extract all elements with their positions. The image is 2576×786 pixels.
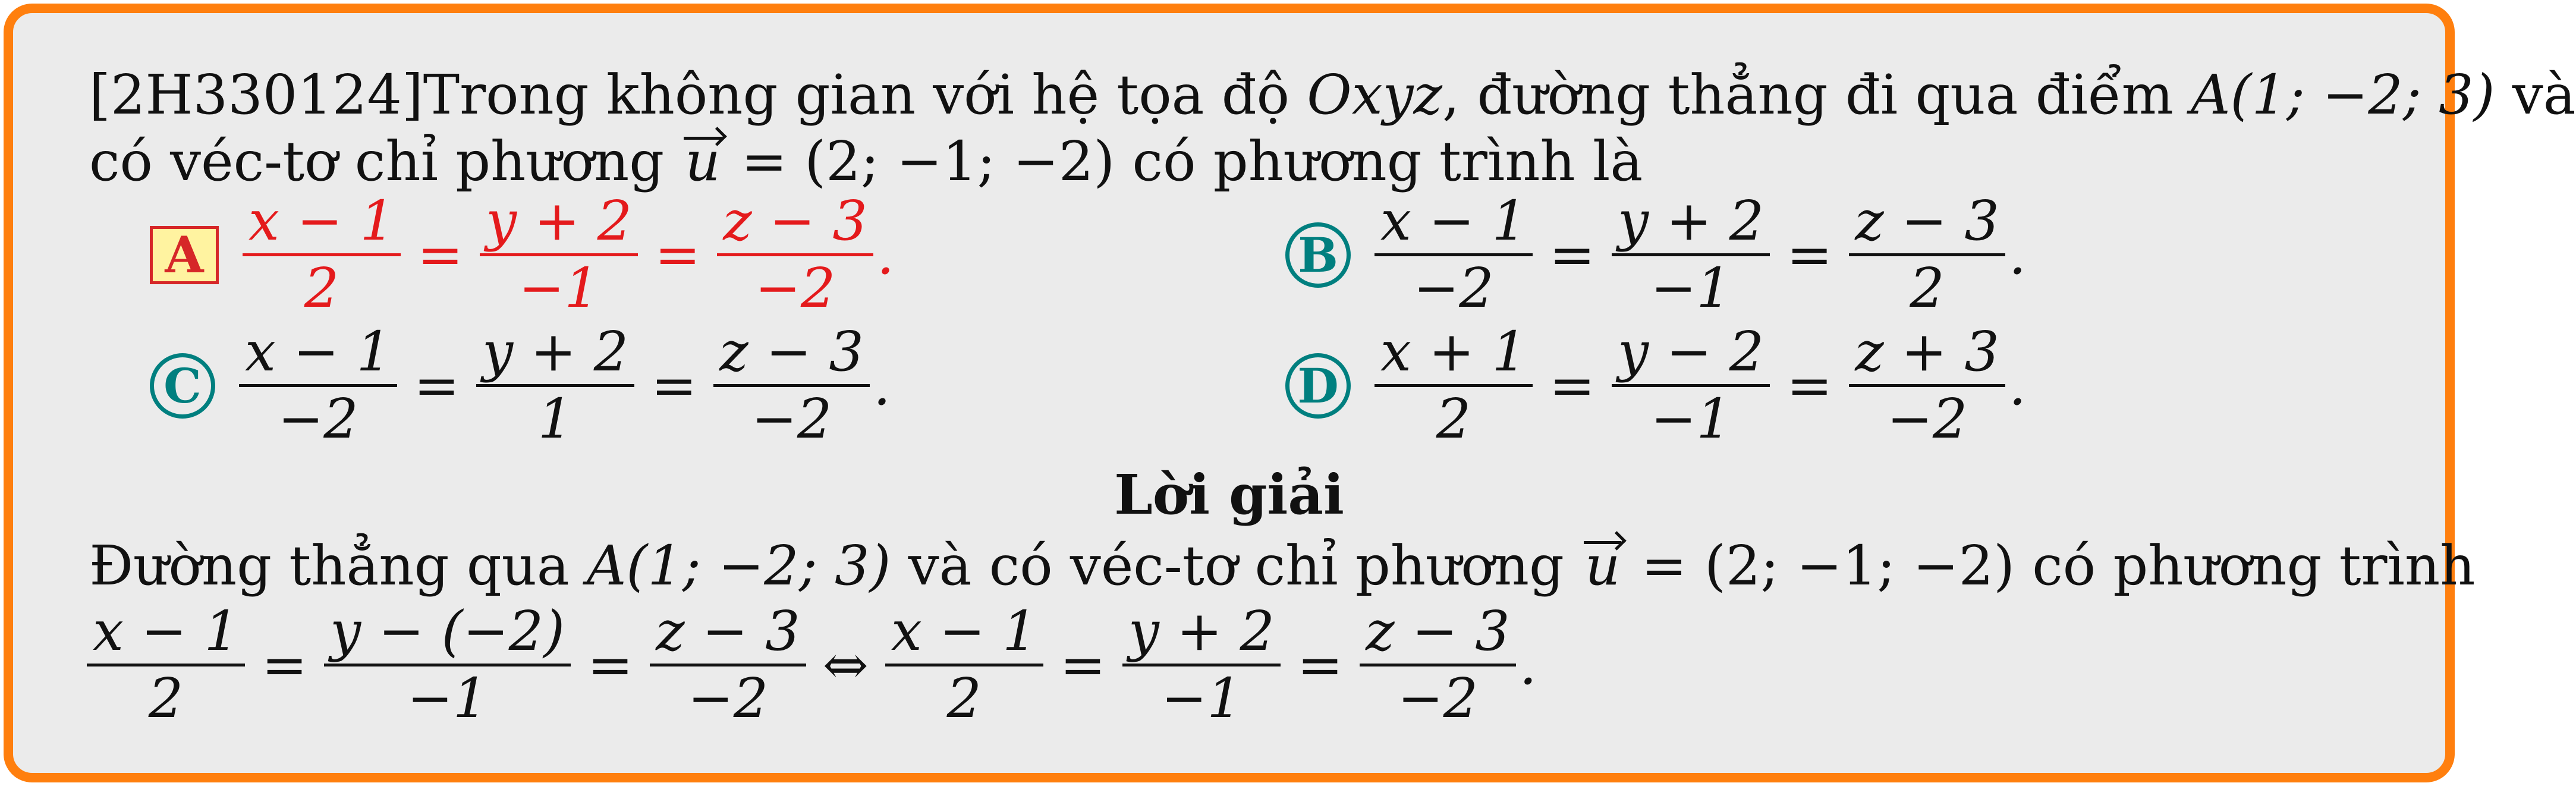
numerator: x − 1 — [239, 322, 397, 387]
solution-equation-right — [882, 599, 1537, 730]
fraction — [1375, 191, 1533, 318]
denominator: 2 — [148, 666, 184, 730]
question-text-line2: có véc-tơ chỉ phương — [89, 130, 682, 193]
vector-value: = (2; −1; −2) — [741, 130, 1115, 193]
denominator: 2 — [304, 256, 339, 320]
numerator: z + 3 — [1849, 322, 2005, 387]
question-text-cont: , đường thẳng đi qua điểm — [1442, 63, 2191, 127]
option-c-equation — [235, 322, 891, 449]
period: . — [2008, 223, 2027, 287]
denominator: −1 — [407, 666, 488, 730]
numerator: y + 2 — [480, 191, 638, 256]
fraction — [1375, 322, 1533, 449]
fraction — [480, 191, 638, 318]
numerator: y + 2 — [1612, 191, 1770, 256]
point-a: A(1; −2; 3) — [2191, 63, 2495, 127]
fraction — [1612, 191, 1770, 318]
fraction — [650, 599, 806, 730]
denominator: 1 — [537, 387, 573, 451]
option-a-label[interactable]: A — [150, 226, 219, 284]
equals-sign: = — [655, 223, 701, 287]
denominator: 2 — [1436, 387, 1471, 451]
numerator: x − 1 — [87, 602, 245, 666]
denominator: −1 — [1650, 387, 1731, 451]
question-code: [2H330124] — [89, 63, 423, 127]
denominator: 2 — [946, 666, 982, 730]
question-text-end: và — [2495, 63, 2576, 127]
question-text-line2-end: có phương trình là — [1115, 130, 1643, 193]
numerator: x + 1 — [1375, 322, 1533, 387]
solution-point-a: A(1; −2; 3) — [586, 534, 891, 598]
period: . — [876, 223, 895, 287]
equals-sign: = — [262, 633, 308, 697]
question-line-2 — [89, 132, 1643, 191]
numerator: y + 2 — [476, 322, 634, 387]
solution-equation — [83, 599, 1537, 730]
denominator: −1 — [1650, 256, 1731, 320]
fraction — [87, 599, 245, 730]
fraction — [885, 599, 1043, 730]
solution-heading: Lời giải — [1114, 463, 1344, 527]
equals-sign: = — [1549, 223, 1596, 287]
option-b-equation — [1371, 191, 2026, 318]
denominator: −2 — [1397, 666, 1479, 730]
fraction — [324, 599, 571, 730]
solution-text: Đường thẳng qua — [89, 534, 587, 598]
denominator: −2 — [687, 666, 769, 730]
period: . — [2008, 354, 2027, 417]
numerator: y − (−2) — [324, 602, 571, 666]
solution-line-1 — [89, 536, 2475, 596]
equals-sign: = — [651, 354, 697, 417]
fraction — [713, 322, 870, 449]
equals-sign: = — [587, 633, 634, 697]
numerator: z − 3 — [717, 191, 873, 256]
solution-equation-left — [83, 599, 810, 730]
option-a[interactable] — [150, 191, 894, 318]
solution-text-end: có phương trình — [2015, 534, 2476, 598]
question-text: Trong không gian với hệ tọa độ — [423, 63, 1307, 127]
equals-sign: = — [1549, 354, 1596, 417]
option-c-label[interactable]: C — [150, 353, 215, 419]
denominator: −2 — [278, 387, 358, 451]
fraction — [1612, 322, 1770, 449]
solution-text-mid: và có véc-tơ chỉ phương — [891, 534, 1582, 598]
numerator: y + 2 — [1122, 602, 1281, 666]
denominator: −1 — [518, 256, 599, 320]
option-d-label[interactable]: D — [1285, 353, 1351, 419]
option-c[interactable] — [150, 322, 891, 449]
option-b-label[interactable]: B — [1285, 222, 1351, 288]
question-card — [4, 4, 2576, 782]
fraction — [1849, 322, 2005, 449]
numerator: y − 2 — [1612, 322, 1770, 387]
numerator: x − 1 — [885, 602, 1043, 666]
equals-sign: = — [417, 223, 464, 287]
denominator: −2 — [751, 387, 832, 451]
fraction — [1360, 599, 1516, 730]
option-d[interactable] — [1285, 322, 2026, 449]
fraction — [239, 322, 397, 449]
option-b[interactable] — [1285, 191, 2026, 318]
numerator: x − 1 — [1375, 191, 1533, 256]
coordinate-system: Oxyz — [1307, 63, 1443, 127]
equals-sign: = — [1786, 354, 1833, 417]
period: . — [1519, 633, 1537, 697]
equals-sign: = — [1297, 633, 1344, 697]
numerator: x − 1 — [243, 191, 401, 256]
numerator: z − 3 — [650, 602, 806, 666]
denominator: 2 — [1910, 256, 1945, 320]
fraction — [476, 322, 634, 449]
numerator: z − 3 — [1849, 191, 2005, 256]
equals-sign: = — [1059, 633, 1106, 697]
fraction — [1849, 191, 2005, 318]
option-d-equation — [1371, 322, 2026, 449]
question-line-1 — [89, 65, 2576, 125]
numerator: z − 3 — [713, 322, 870, 387]
fraction — [243, 191, 401, 318]
vector-u: u — [681, 132, 724, 191]
fraction — [1122, 599, 1281, 730]
numerator: z − 3 — [1360, 602, 1516, 666]
solution-vector-value: = (2; −1; −2) — [1641, 534, 2015, 598]
solution-vector-u: u — [1581, 536, 1624, 596]
equals-sign: = — [1786, 223, 1833, 287]
denominator: −2 — [1886, 387, 1968, 451]
option-a-equation — [239, 191, 894, 318]
iff-symbol: ⇔ — [822, 633, 869, 697]
period: . — [873, 354, 891, 417]
denominator: −2 — [1413, 256, 1494, 320]
fraction — [717, 191, 873, 318]
denominator: −2 — [754, 256, 836, 320]
denominator: −1 — [1161, 666, 1242, 730]
equals-sign: = — [414, 354, 460, 417]
